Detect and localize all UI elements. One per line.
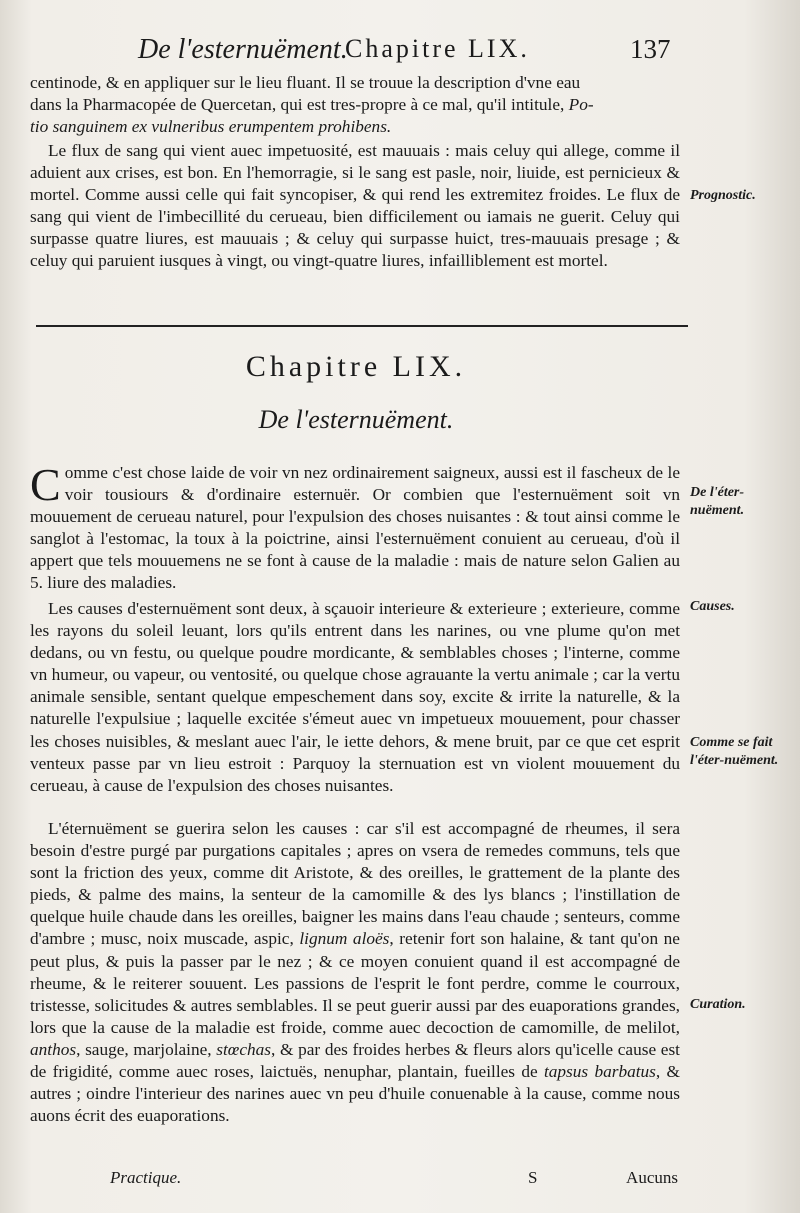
chapter-subtitle: De l'esternuëment.	[258, 405, 454, 434]
paragraph-line-text: dans la Pharmacopée de Quercetan, qui est tres-propre à ce mal, qu'il intitule,	[30, 95, 569, 115]
paragraph-text: , sauge, marjolaine,	[76, 1039, 217, 1059]
page-number: 137	[630, 34, 671, 64]
footer-running-title: Practique.	[110, 1168, 182, 1187]
catchword: Aucuns	[626, 1168, 678, 1187]
section-divider	[36, 325, 688, 327]
paragraph-text: omme c'est chose laide de voir vn nez ordinairement saigneux, aussi est il fascheux de le voir tousiours & d'ordinaire esternuër. Or combien que l'esternuëment soit vn mouuement de cerueau naturel, pour l'expulsion des choses nuisantes : & tout ainsi comme le sanglot à l'estomac, la toux à la poictrine, ainsi l'esternuëment conuient au cerueau, d'où il appert que tels mouuemens ne se font à cause de la maladie : mais de nature selon Galien au 5. liure des maladies.	[30, 463, 680, 593]
paragraph-text: , & autres ; oindre l'interieur des narines auec vn peu d'huile conuenable à la cause, comme nous auons écrit des euaporations.	[30, 1062, 680, 1126]
drop-capital: C	[30, 459, 61, 510]
running-head-chapter: Chapitre LIX.	[345, 34, 530, 63]
running-head	[130, 34, 690, 70]
paragraph-opening	[30, 459, 680, 595]
signature-mark: S	[528, 1168, 538, 1187]
paragraph-text: , retenir fort son halaine, & tant qu'on ne peut plus, & puis la passer par le nez ; & ce moyen conuient quand il est accompagné de rheume, & le reiterer souuent. Les passions de l'esprit le font perdre, comme le courroux, tristesse, solicitudes & autres semblables. Il se peut guerir aussi par des euaporations grandes, lors que la cause de la maladie est froide, comme auec decoction de camomille, de melilot,	[30, 929, 680, 1037]
margin-note-curation: Curation.	[690, 997, 746, 1012]
latin-term: lignum aloës	[299, 929, 390, 949]
paragraph-text: , & par des froides herbes & fleurs alors qu'icelle cause est de frigidité, comme auec roses, laictuës, nenuphar, plantain, fueilles de	[30, 1039, 680, 1082]
latin-term: tapsus barbatus	[543, 1062, 656, 1082]
margin-note-esternuement: De l'éter-nuëment.	[690, 485, 745, 518]
latin-title: Po-	[568, 95, 594, 115]
latin-term: anthos	[30, 1039, 77, 1059]
paragraph-prognostic: Le flux de sang qui vient auec impetuosité, est mauuais : mais celuy qui allege, comme il aduient aux crises, est bon. En l'hemorragie, si le sang est pasle, noir, liuide, est pernicieux & mortel. Comme aussi celle qui fait syncopiser, & qui rend les extremitez froides. Le flux de sang qui vient de l'imbecillité du cerueau, bien difficilement ou iamais ne guerit. Celuy qui surpasse quatre liures, est mauuais ; & celuy qui surpasse huict, tres-mauuais presage ; & celuy qui paruient iusques à vingt, ou vingt-quatre liures, infailliblement est mortel.	[30, 141, 680, 271]
margin-note-causes: Causes.	[690, 599, 735, 614]
paragraph-text: L'éternuëment se guerira selon les causes : car s'il est accompagné de rheumes, il sera besoin d'estre purgé par purgations capitales ; apres on vsera de remedes communs, tels que sont la friction des yeux, comme dit Aristote, & des oreilles, le grattement de la plante des pieds, & palme des mains, la senteur de la camomille & des lys blancs ; l'instillation de quelque huile chaude dans les oreilles, baigner les mains dans l'eau chaude ; senteurs, comme d'ambre ; musc, noix muscade, aspic,	[30, 819, 680, 949]
paragraph-continued	[30, 72, 680, 138]
paragraph-causes: Les causes d'esternuëment sont deux, à sçauoir interieure & exterieure ; exterieure, comme les rayons du soleil leuant, lors qu'ils entrent dans les narines, ou vne plume qu'on met dedans, ou vn festu, ou quelque poudre mordicante, & semblables choses ; l'interne, comme vn humeur, ou vapeur, ou ventosité, ou quelque chose agrauante la vertu animale ; car la vertu animale sensible, sentant quelque empeschement dans soy, excite & irrite la naturelle, & la naturelle l'expulsiue ; laquelle excitée s'émeut auec vn impetueux mouuement, pour chasser les choses nuisibles, & meslant auec l'air, le iette dehors, & mene bruit, par ce que cet esprit venteux passe par vn lieu estroit : Parquoy la sternuation est vn violent mouuement du cerueau, à cause de l'expulsion des choses nuisantes.	[30, 599, 680, 795]
margin-note-mechanism: Comme se fait l'éter-nuëment.	[690, 735, 779, 768]
latin-title: tio sanguinem ex vulneribus erumpentem prohibens.	[30, 117, 392, 137]
page-footer	[30, 1168, 680, 1192]
margin-note-prognostic: Prognostic.	[690, 188, 756, 203]
paragraph-line	[30, 94, 680, 116]
chapter-title: Chapitre LIX.	[245, 350, 467, 383]
paragraph-line: centinode, & en appliquer sur le lieu fluant. Il se trouue la description d'vne eau	[30, 73, 581, 92]
paragraph-curation	[30, 818, 680, 1127]
latin-term: stœchas	[216, 1039, 272, 1059]
running-head-title: De l'esternuëment.	[138, 34, 348, 65]
